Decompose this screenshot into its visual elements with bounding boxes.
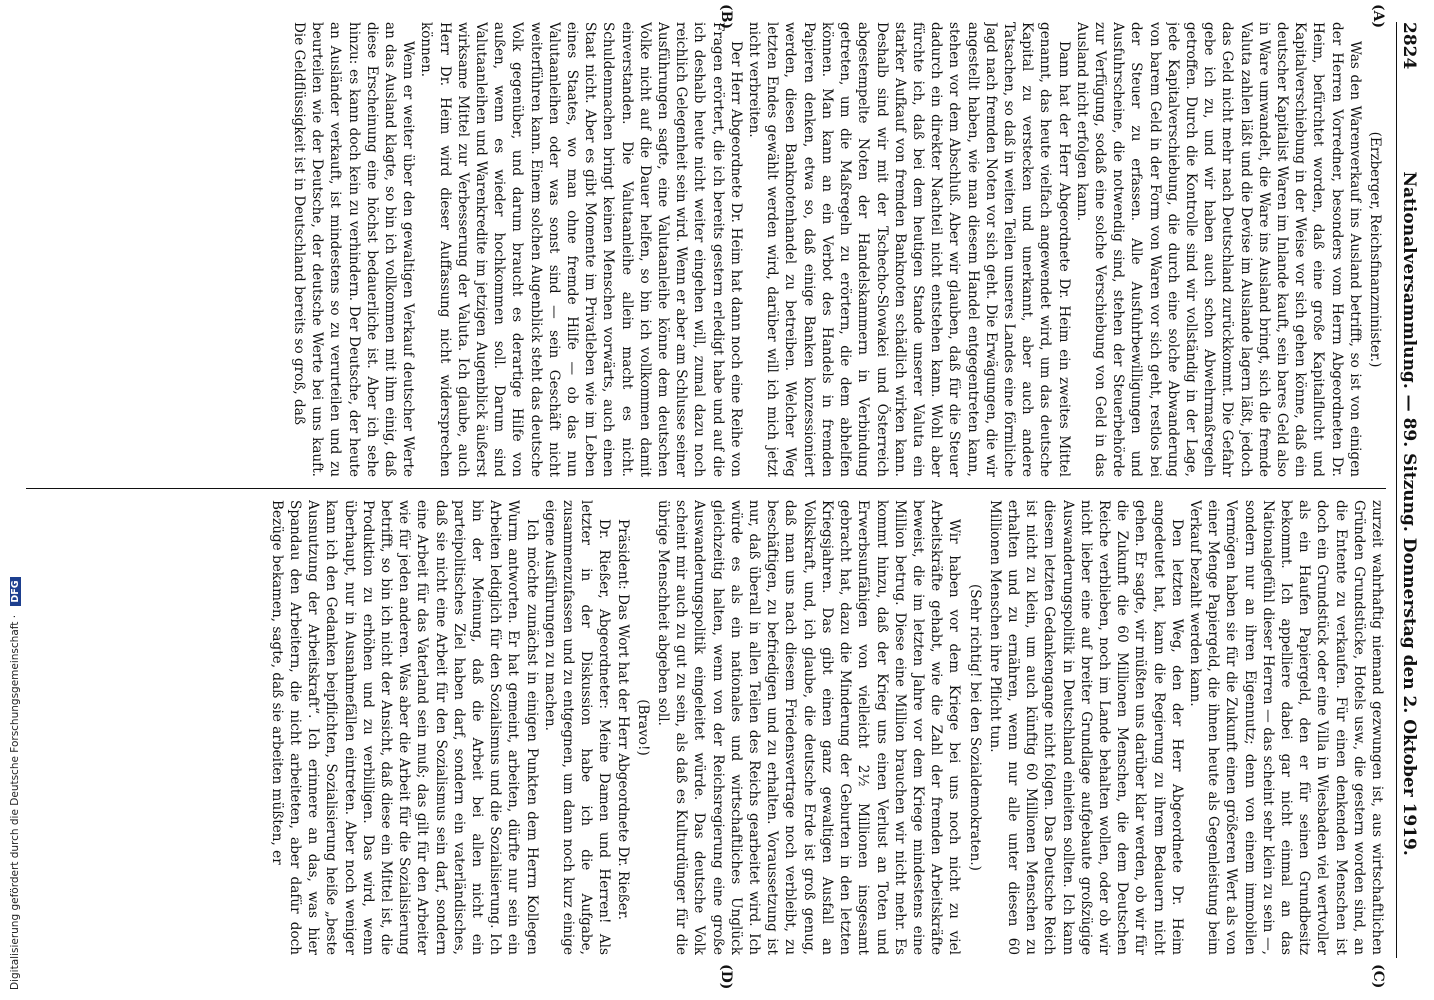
margin-marker-d: (D) xyxy=(718,964,734,990)
paragraph: zurzeit wahrhaftig niemand gezwungen ist, aus wirtschaftlichen Gründen Grundstücke, Hotels usw., die gestern worden sind, an die Entente zu verkaufen. Für einen denkenden Menschen ist doch ein Grundstück oder eine Villa in Wiesbaden viel wertvoller als ein Haufen Papiergeld, den er für seinen Grundbesitz bekommt. Ich appelliere dabei gar nicht einmal an das Nationalgefühl dieser Herren — das scheint sehr klein zu sein —, sondern nur an ihren Eigennutz; denn von einem immobilen Vermögen haben sie für die Zukunft einen größeren Wert als von einer Menge Papiergeld, die ihnen heute als Gegenleistung beim Verkauf bezahlt werden kann. xyxy=(1186,500,1385,955)
page-title: Nationalversammlung. — 89. Sitzung. Donnerstag den 2. Oktober 1919. xyxy=(1399,171,1419,856)
left-column xyxy=(26,22,1386,477)
column-divider xyxy=(26,488,1386,489)
footer-text-container xyxy=(9,577,21,990)
margin-marker-c: (C) xyxy=(1370,964,1386,989)
paragraph: Dann hat der Herr Abgeordnete Dr. Heim ein zweites Mittel genannt, das heute vielfach angewendet wird, um das deutsche Kapital zu verstecken und unerkannt, aber auch andere Tatsachen, so daß in weiten Teilen unseres Landes eine förmliche Jagd nach fremden Noten vor sich geht. Die Erwägungen, die wir angestellt haben, wie man diesem Handel entgegentreten kann, stehen vor dem Abschluß. Aber wir glauben, daß für die Steuer dadurch ein direkter Nachteil nicht entstehen kann. Wohl aber fürchte ich, daß bei dem heutigen Stande unserer Valuta ein starker Aufkauf von fremden Banknoten schädlich wirken kann. Deshalb sind wir mit der Tschecho-Slowakei und Österreich abgestempelte Noten der Handelskammern in Verbindung getreten, um die Maßregeln zu erörtern, die dem abhelfen können. Man kann an ein Verbot des Handels in fremden Papieren denken, etwa so, daß einige Banken konzessioniert werden, diesen Banknotenhandel zu betreiben. Welcher Weg letzten Endes gewählt werden wird, darüber will ich mich jetzt nicht verbreiten. xyxy=(746,22,1072,477)
page-number: 2824 xyxy=(1399,22,1419,70)
speaker-paragraph: Präsident: Das Wort hat der Herr Abgeordnete Dr. Rießer. xyxy=(614,519,631,921)
interjection: (Sehr richtig! bei den Sozialdemokraten.) xyxy=(966,584,983,871)
dfg-logo-icon: DFG xyxy=(10,577,21,605)
speaker-paragraph: Dr. Rießer, Abgeordneter: Meine Damen und Herren! Als letzter in der Diskussion habe ich die Aufgabe, zusammenzufassen und zu entgegnen, um dann noch kurz einige eigene Ausführungen zu machen. xyxy=(541,500,613,955)
paragraph: Wenn er weiter über den gewaltigen Verkauf deutscher Werte an das Ausland klagte, so bin ich vollkommen mit ihm einig, daß diese Erscheinung eine höchst bedauerliche ist. Aber ich sehe hinzu: es kann doch kein zu verhindern. Der Deutsche, der heute an Ausländer verkauft, ist mindestens so zu verurteilen und zu beurteilen wie der Deutsche, der deutsche Werte bei uns kauft. Die Geldflüssigkeit ist in Deutschland bereits so groß, daß xyxy=(291,22,417,477)
page-header xyxy=(1396,22,1424,958)
footer-text: Digitalisierung gefördert durch die Deutsche Forschungsgemeinschaft · xyxy=(9,614,21,990)
digitization-footer xyxy=(0,0,21,1000)
paragraph: Ich möchte zunächst in einigen Punkten dem Herrn Kollegen Wurm antworten. Er hat gemeint, arbeiten, dürfte nur sein ein Arbeiten lediglich für den Sozialismus und die Sozialisierung. Ich bin der Meinung, daß die Arbeit bei allen nicht ein parteipolitisches Ziel haben darf, sondern ein vaterländisches, daß sie nicht eine Arbeit für den Sozialismus sein darf, sondern eine Arbeit für das Vaterland sein muß; das gilt für den Arbeiter wie für jeden anderen. Was aber die Arbeit für die Sozialisierung betrifft, so bin ich nicht der Ansicht, daß diese ein Mittel ist, die Produktion zu erhöhen und zu verbilligen. Das wird, wenn überhaupt, nur in Ausnahmefällen eintreten. Aber noch weniger kann ich den Gedanken beipflichten, Sozialisierung heiße „beste Ausnutzung der Arbeitskraft“. Ich erinnere an das, was hier Spandau den Arbeitern, die nicht arbeiteten, aber dafür doch Bezüge bekamen, sagte, daß sie arbeiten müßten, er xyxy=(268,500,540,955)
interjection: (Bravo!) xyxy=(634,699,651,756)
margin-marker-a: (A) xyxy=(1370,4,1386,29)
right-column xyxy=(26,500,1386,955)
paragraph: Den letzten Weg, den der Herr Abgeordnete Dr. Heim angedeutet hat, kann die Regierung zu ihrem Bedauern nicht gehen. Er sagte, wir müßten uns darüber klar werden, ob wir für die Zukunft die 60 Millionen Menschen, die dem Deutschen Reiche verblieben, noch im Lande behalten wollen, oder ob wir nicht lieber eine auf breiter Grundlage aufgebaute großzügige Auswanderungspolitik in Deutschland einleiten sollten. Ich kann diesem letzten Gedankengange nicht folgen. Das Deutsche Reich ist nicht zu klein, um auch künftig 60 Millionen Menschen zu erhalten und zu ernähren, wenn nur alle unter diesen 60 Millionen Menschen ihre Pflicht tun. xyxy=(986,500,1185,955)
paragraph: Was den Warenverkauf ins Ausland betrifft, so ist von einigen der Herren Vorredner, besonders vom Herrn Abgeordneten Dr. Heim, befürchtet worden, daß eine große Kapitalflucht und Kapitalverschiebung in der Weise vor sich gehen könne, daß ein deutscher Kapitalist Waren im Inlande kauft, sein bares Geld also in Ware umwandelt, die Ware ins Ausland bringt, sich die fremde Valuta zahlen läßt und die Devise im Auslande lagern läßt, jedoch das Geld nicht mehr nach Deutschland zurückkommt. Die Gefahr gebe ich zu, und wir haben auch schon Abwehrmaßregeln getroffen. Durch die Kontrolle sind wir vollständig in der Lage, jede Kapitalverschiebung, die durch eine solche Abwanderung von barem Geld in der Form von Waren vor sich geht, restlos bei der Steuer zu erfassen. Alle Ausfuhrbewilligungen und Ausfuhrscheine, die notwendig sind, stehen der Steuerbehörde zur Verfügung, sodaß eine solche Verschiebung von Geld in das Ausland nicht erfolgen kann. xyxy=(1073,22,1363,477)
paragraph: Wir haben vor dem Kriege bei uns noch nicht zu viel Arbeitskräfte gehabt, wie die Zahl der fremden Arbeitskräfte beweist, die im letzten Jahre vor dem Kriege mindestens eine Million betrug. Diese eine Million brauchen wir nicht mehr. Es kommt hinzu, daß der Krieg uns einen Verlust an Toten und Erwerbsunfähigen von vielleicht 2½ Millionen insgesamt gebracht hat, dazu die Minderung der Geburten in den letzten Kriegsjahren. Das gibt einen ganz gewaltigen Ausfall an Volkskraft, und, ich glaube, die deutsche Erde ist groß genug, daß man uns nach diesem Friedensvertrage noch verbleibt, zu beschäftigen, zu befriedigen und zu erhalten. Voraussetzung ist nur, daß überall in allen Teilen des Reichs gearbeitet wird. Ich würde es als ein nationales und wirtschaftliches Unglück gleichzeitig halten, wenn von der Reichsregierung eine große Auswanderungspolitik eingeleitet würde. Das deutsche Volk scheint mir auch zu gut zu sein, als daß es Kulturdünger für die übrige Menschheit abgeben soll. xyxy=(655,500,963,955)
margin-marker-b: (B) xyxy=(718,4,734,30)
speaker-line: (Erzberger, Reichsfinanzminister.) xyxy=(1367,131,1383,368)
paragraph: Der Herr Abgeordnete Dr. Heim hat dann noch eine Reihe von Fragen erörtert, die ich bereits gestern erledigt habe und auf die ich deshalb heute nicht weiter eingehen will, zumal dazu noch reichlich Gelegenheit sein wird. Wenn er aber am Schlusse seiner Ausführungen sagte, eine Valutaanleihe könne dem deutschen Volke nicht auf die Dauer helfen, so bin ich vollkommen damit einverstanden. Die Valutaanleihe allein macht es nicht. Schuldenmachen bringt keinen Menschen vorwärts, auch einen Staat nicht. Aber es gibt Momente im Privatleben wie im Leben eines Staates, wo man ohne fremde Hilfe — ob das nun Valutaanleihen oder was sonst sind — sein Geschäft nicht weiterführen kann. Einem solchen Augenblick steht das deutsche Volk gegenüber, und darum braucht es derartige Hilfe von außen, wenn es wieder hochkommen soll. Darum sind Valutaanleihen und Warenkredite im jetzigen Augenblick äußerst wirksame Mittel zur Verbesserung der Valuta. Ich glaube, auch Herr Dr. Heim wird dieser Auffassung nicht widersprechen können. xyxy=(418,22,744,477)
